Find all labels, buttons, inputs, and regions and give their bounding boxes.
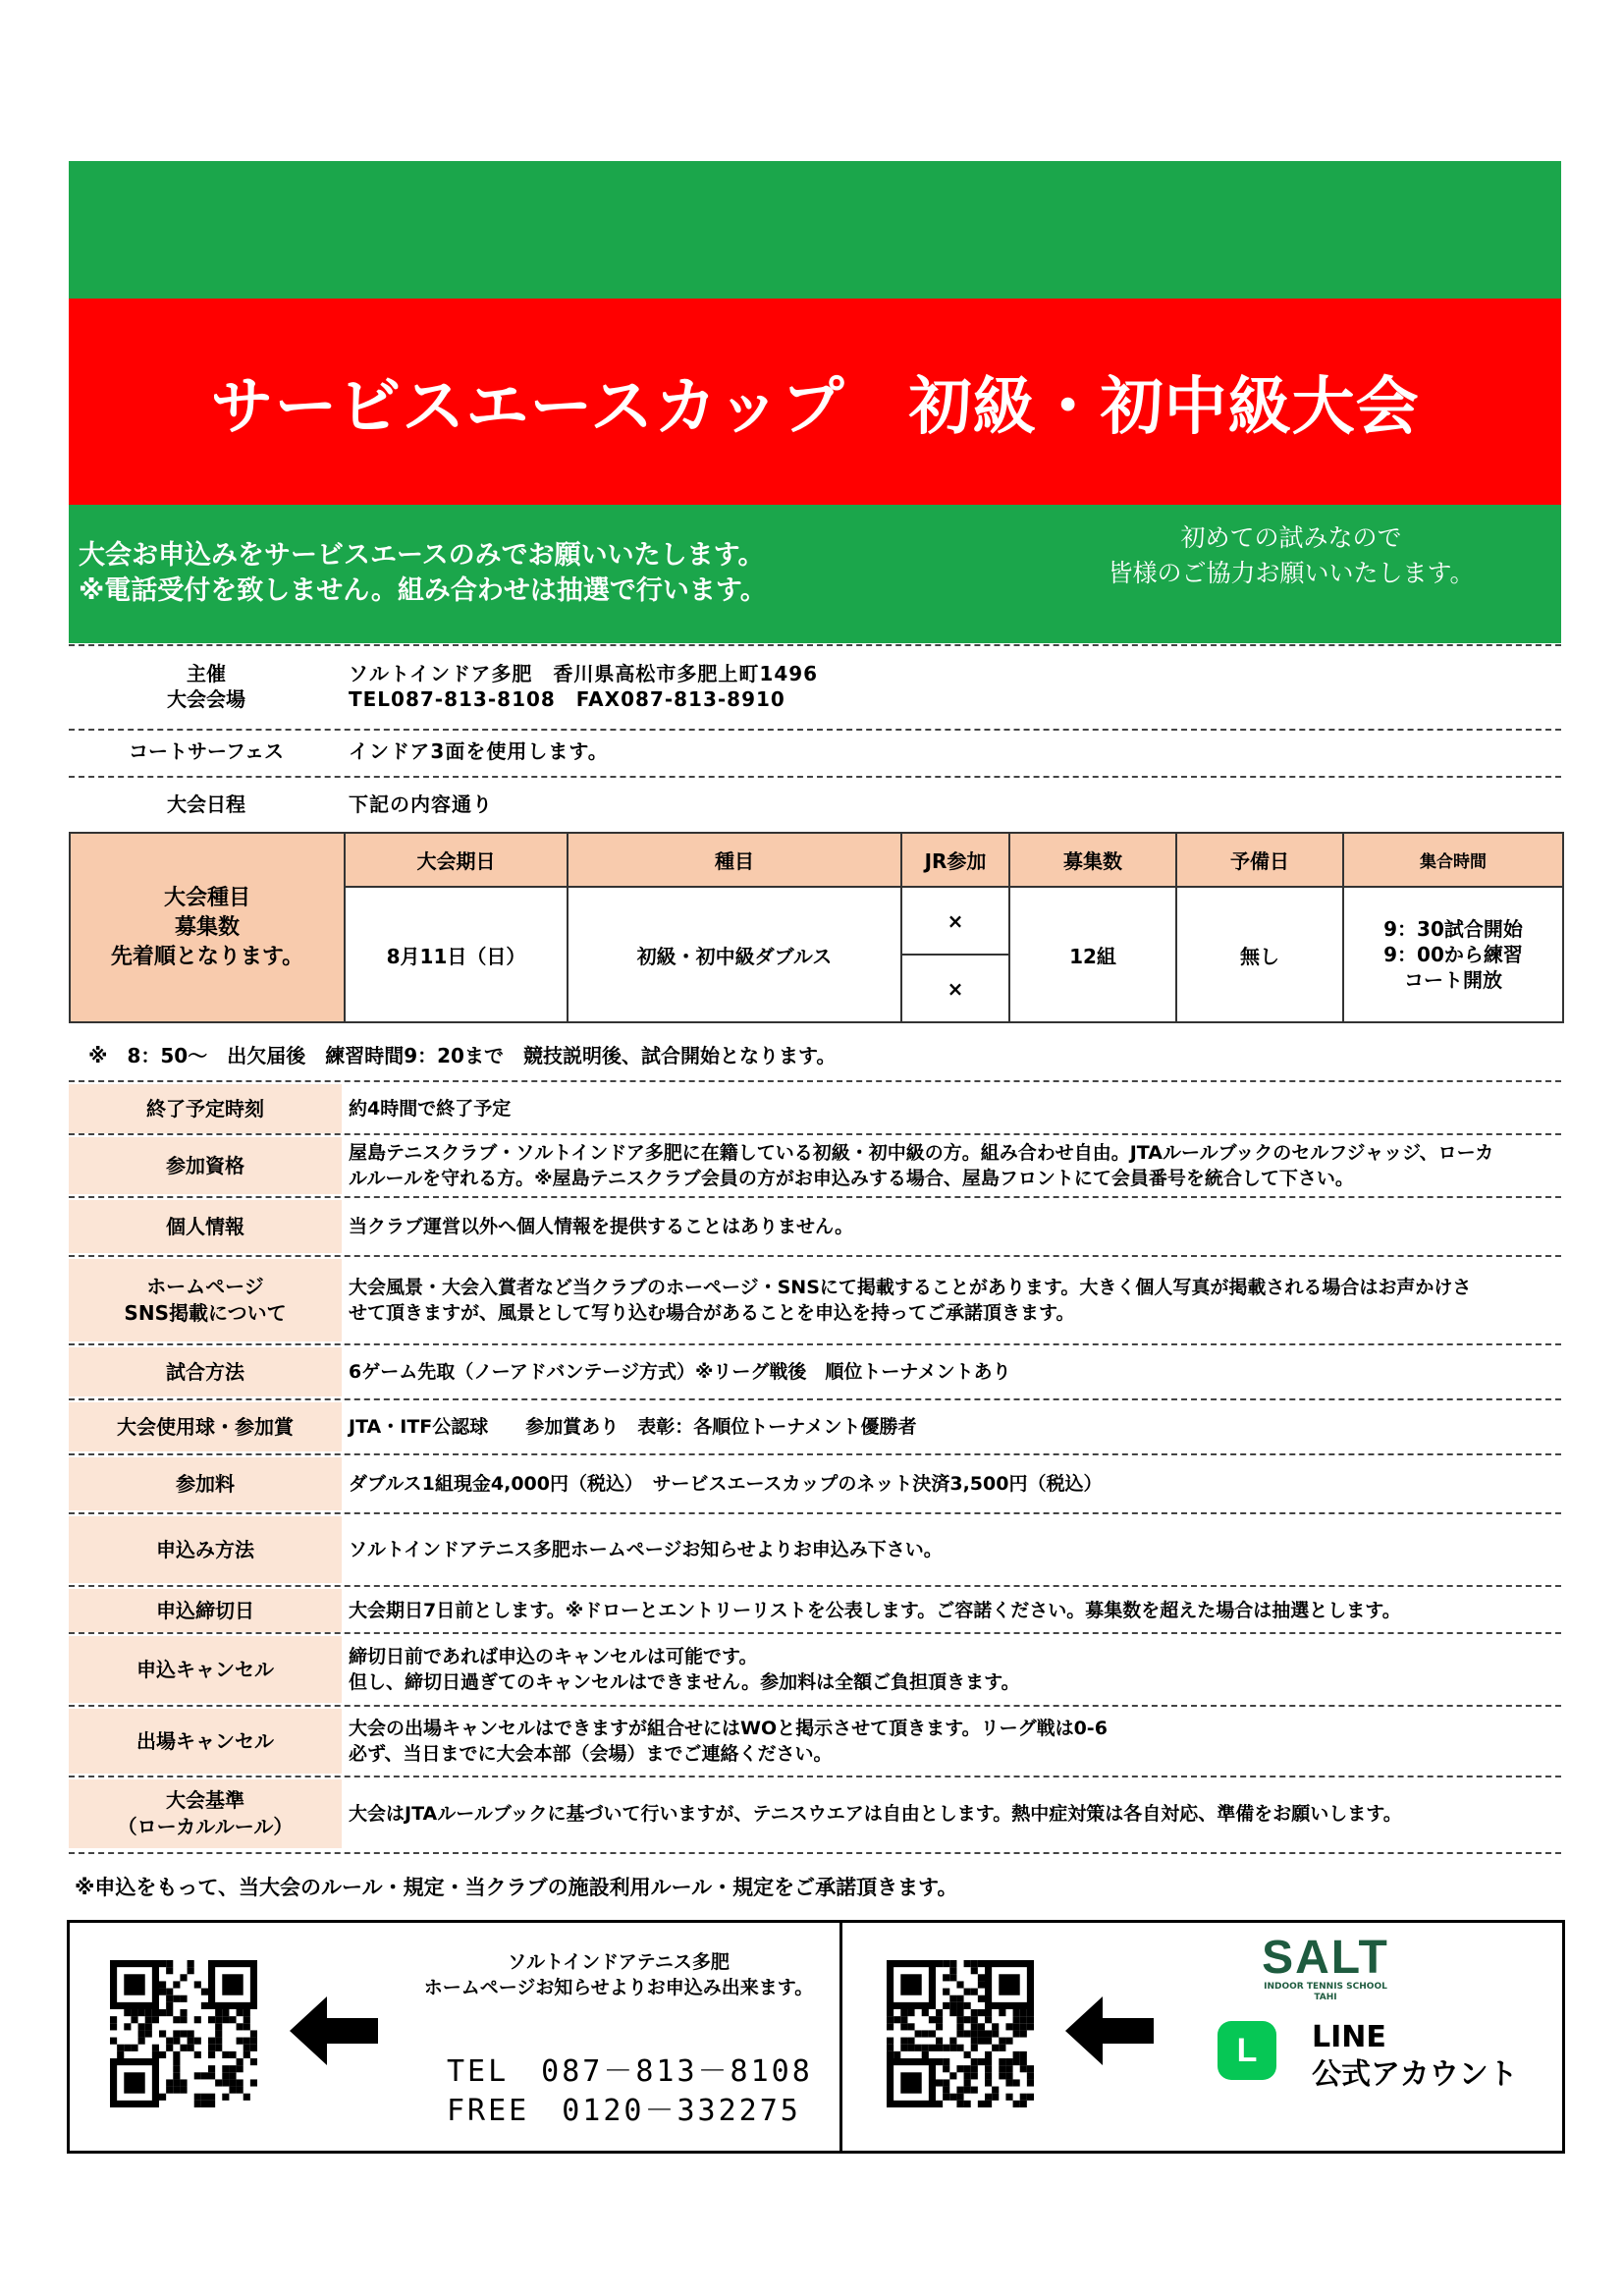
detail-label-line: 申込み方法 (156, 1537, 254, 1561)
detail-row (69, 1779, 1561, 1848)
detail-value (349, 1516, 1561, 1583)
notice-line-2: ※電話受付を致しません。組み合わせは抽選で行います。 (79, 575, 767, 606)
surface-label: コートサーフェス (129, 739, 284, 763)
line-logo-icon[interactable] (1218, 2021, 1276, 2080)
detail-label-line: （ローカルルール） (117, 1815, 294, 1838)
detail-label-text (136, 1657, 274, 1683)
event-table (69, 832, 1564, 1023)
divider (69, 1585, 1561, 1587)
official-account-label: 公式アカウント (1312, 2057, 1518, 2092)
website-qr-code-icon[interactable] (110, 1960, 257, 2107)
detail-label-line: 参加料 (176, 1471, 235, 1496)
detail-value-line: 6ゲーム先取（ノーアドバンテージ方式）※リーグ戦後 順位トーナメントあり (349, 1361, 1011, 1383)
detail-label-text (166, 1214, 244, 1240)
detail-value-line: 大会の出場キャンセルはできますが組合せにはWOと掲示させて頂きます。リーグ戦は0-6 (349, 1718, 1108, 1739)
detail-label (69, 1084, 342, 1133)
host-phone: TEL087-813-8108 FAX087-813-8910 (349, 687, 785, 711)
detail-label-line: 出場キャンセル (136, 1728, 274, 1753)
col-header-time: 集合時間 (1343, 833, 1563, 887)
salt-logo (1252, 1932, 1399, 2003)
detail-label (69, 1589, 342, 1632)
cooperation-line-2: 皆様のご協力お願いいたします。 (1108, 559, 1475, 587)
arrow-left-icon (1065, 1996, 1154, 2065)
homepage-text (398, 1949, 839, 2000)
detail-label-text (156, 1537, 254, 1563)
detail-label (69, 1709, 342, 1774)
detail-value-line: ルルールを守れる方。※屋島テニスクラブ会員の方がお申込みする場合、屋島フロントにて会員番号を統合して下さい。 (349, 1168, 1354, 1189)
detail-value (349, 1457, 1561, 1510)
detail-value-line: 大会はJTAルールブックに基づいて行いますが、テニスウエアは自由とします。熱中症対策は各自対応、準備をお願いします。 (349, 1803, 1402, 1825)
detail-label-line: 申込締切日 (156, 1598, 254, 1622)
col-header-jr: JR参加 (901, 833, 1009, 887)
line-official-account[interactable] (1312, 2019, 1518, 2094)
notice-line-1: 大会お申込みをサービスエースのみでお願いいたします。 (79, 540, 765, 571)
line-qr-code-icon[interactable] (887, 1960, 1034, 2107)
divider (69, 1398, 1561, 1400)
phone-number[interactable]: TEL 087－813－8108 (447, 2054, 813, 2089)
detail-value (349, 1259, 1561, 1341)
detail-value (349, 1709, 1561, 1774)
divider (69, 1512, 1561, 1514)
detail-value-line: 屋島テニスクラブ・ソルトインドア多肥に在籍している初級・初中級の方。組み合わせ自由。JTAルールブックのセルフジャッジ、ローカ (349, 1142, 1494, 1164)
schedule-label: 大会日程 (167, 793, 245, 816)
detail-label (69, 1636, 342, 1703)
detail-label (69, 1259, 342, 1341)
event-category: 初級・初中級ダブルス (568, 887, 901, 1022)
event-jr-2: × (901, 955, 1009, 1022)
page-title: サービスエースカップ 初級・初中級大会 (210, 371, 1420, 444)
divider (69, 1255, 1561, 1257)
detail-value (349, 1402, 1561, 1451)
title-banner (69, 299, 1561, 505)
detail-label (69, 1516, 342, 1583)
event-time-practice: 9：00から練習 (1383, 943, 1523, 966)
divider (69, 776, 1561, 778)
event-capacity-line: 募集数 (174, 914, 240, 940)
event-reserve: 無し (1176, 887, 1343, 1022)
event-time (1343, 887, 1563, 1022)
detail-value (349, 1589, 1561, 1632)
detail-value (349, 1779, 1561, 1848)
detail-row (69, 1347, 1561, 1396)
divider (69, 644, 1561, 646)
detail-label-text (176, 1471, 235, 1498)
arrow-left-icon (290, 1996, 378, 2065)
detail-value-line: ダブルス1組現金4,000円（税込） サービスエースカップのネット決済3,500円（税込） (349, 1473, 1103, 1495)
salt-logo-subtitle: INDOOR TENNIS SCHOOL (1264, 1982, 1387, 1992)
detail-label-text (146, 1096, 264, 1122)
detail-label (69, 1347, 342, 1396)
detail-value-line: 但し、締切日過ぎてのキャンセルはできません。参加料は全額ご負担頂きます。 (349, 1671, 1020, 1693)
divider (69, 1196, 1561, 1198)
detail-label (69, 1402, 342, 1451)
host-label (69, 661, 344, 712)
detail-label-line: ホームページ (146, 1275, 264, 1298)
host-address: ソルトインドア多肥 香川県高松市多肥上町1496 (349, 662, 819, 685)
event-first-come-line: 先着順となります。 (110, 944, 304, 969)
col-header-date: 大会期日 (345, 833, 568, 887)
detail-label (69, 1137, 342, 1194)
detail-value-line: 大会期日7日前とします。※ドローとエントリーリストを公表します。ご容諾ください。募集数を超えた場合は抽選とします。 (349, 1600, 1401, 1621)
cooperation-line-1: 初めての試みなので (1180, 523, 1402, 552)
detail-label-text (124, 1274, 286, 1327)
salt-logo-word: SALT (1262, 1932, 1389, 1984)
detail-label-text (156, 1598, 254, 1624)
divider (69, 1705, 1561, 1707)
detail-label-text (166, 1359, 244, 1386)
detail-label-line: 大会基準 (165, 1788, 244, 1812)
detail-label-line: 個人情報 (166, 1214, 244, 1238)
line-logo-letter: L (1236, 2031, 1258, 2069)
divider (69, 1632, 1561, 1634)
col-header-reserve: 予備日 (1176, 833, 1343, 887)
contact-divider (839, 1920, 842, 2154)
detail-label-text (136, 1728, 274, 1755)
detail-value-line: ソルトインドアテニス多肥ホームページお知らせよりお申込み下さい。 (349, 1539, 943, 1560)
venue-label: 大会会場 (167, 687, 245, 711)
homepage-instruction: ホームページお知らせよりお申込み出来ます。 (423, 1977, 814, 1998)
detail-value-line: 当クラブ運営以外へ個人情報を提供することはありません。 (349, 1216, 854, 1237)
detail-label-line: SNS掲載について (124, 1301, 287, 1325)
detail-value-line: 必ず、当日までに大会本部（会場）までご連絡ください。 (349, 1743, 833, 1765)
detail-label (69, 1200, 342, 1253)
divider (69, 1453, 1561, 1455)
detail-label-line: 参加資格 (166, 1153, 244, 1177)
schedule-note: ※ 8：50～ 出欠届後 練習時間9：20まで 競技説明後、試合開始となります。 (88, 1044, 837, 1067)
detail-row (69, 1457, 1561, 1510)
detail-label-line: 申込キャンセル (136, 1657, 274, 1681)
header-green-band (69, 161, 1561, 299)
detail-label-line: 試合方法 (166, 1359, 244, 1384)
salt-logo-location: TAHI (1314, 1993, 1337, 2002)
host-label-1: 主催 (187, 662, 226, 685)
detail-row (69, 1137, 1561, 1194)
event-category-cell (70, 833, 345, 1022)
host-value (349, 661, 818, 712)
divider (69, 729, 1561, 731)
detail-label (69, 1779, 342, 1848)
divider (69, 1776, 1561, 1777)
event-category-line: 大会種目 (163, 885, 250, 910)
detail-value (349, 1137, 1561, 1194)
application-notice (79, 538, 767, 609)
detail-row (69, 1589, 1561, 1632)
detail-label-text (118, 1787, 294, 1840)
col-header-category: 種目 (568, 833, 901, 887)
divider (69, 1343, 1561, 1345)
event-date: 8月11日（日） (345, 887, 568, 1022)
detail-row (69, 1516, 1561, 1583)
detail-row (69, 1200, 1561, 1253)
detail-label-text (166, 1153, 244, 1179)
detail-label-line: 大会使用球・参加賞 (117, 1414, 294, 1439)
detail-value-line: JTA・ITF公認球 参加賞あり 表彰：各順位トーナメント優勝者 (349, 1416, 917, 1438)
event-time-open: コート開放 (1404, 968, 1502, 992)
line-label: LINE (1312, 2020, 1386, 2054)
col-header-count: 募集数 (1009, 833, 1176, 887)
divider (69, 1852, 1561, 1854)
detail-value-line: せて頂きますが、風景として写り込む場合があることを申込を持ってご承諾頂きます。 (349, 1302, 1075, 1324)
homepage-name: ソルトインドアテニス多肥 (508, 1951, 730, 1973)
divider (69, 1080, 1561, 1082)
schedule-value: 下記の内容通り (349, 793, 493, 816)
detail-label-text (117, 1414, 294, 1441)
detail-row (69, 1084, 1561, 1133)
free-phone-number[interactable]: FREE 0120－332275 (447, 2094, 801, 2128)
detail-row (69, 1402, 1561, 1451)
surface-value: インドア3面を使用します。 (349, 739, 609, 763)
detail-label-line: 終了予定時刻 (146, 1096, 264, 1121)
cooperation-notice (1021, 520, 1561, 591)
detail-row (69, 1636, 1561, 1703)
detail-value (349, 1636, 1561, 1703)
detail-row (69, 1709, 1561, 1774)
detail-row (69, 1259, 1561, 1341)
divider (69, 1133, 1561, 1135)
detail-value-line: 締切日前であれば申込のキャンセルは可能です。 (349, 1646, 758, 1667)
detail-value-line: 大会風景・大会入賞者など当クラブのホーページ・SNSにて掲載することがあります。大きく個人写真が掲載される場合はお声かけさ (349, 1277, 1472, 1298)
event-time-start: 9：30試合開始 (1383, 917, 1523, 941)
detail-value (349, 1347, 1561, 1396)
detail-label (69, 1457, 342, 1510)
detail-value (349, 1200, 1561, 1253)
terms-note: ※申込をもって、当大会のルール・規定・当クラブの施設利用ルール・規定をご承諾頂きます。 (75, 1876, 958, 1899)
contact-phones (447, 2052, 813, 2131)
detail-value (349, 1084, 1561, 1133)
event-jr-1: × (901, 887, 1009, 955)
event-count: 12組 (1009, 887, 1176, 1022)
detail-value-line: 約4時間で終了予定 (349, 1098, 512, 1120)
